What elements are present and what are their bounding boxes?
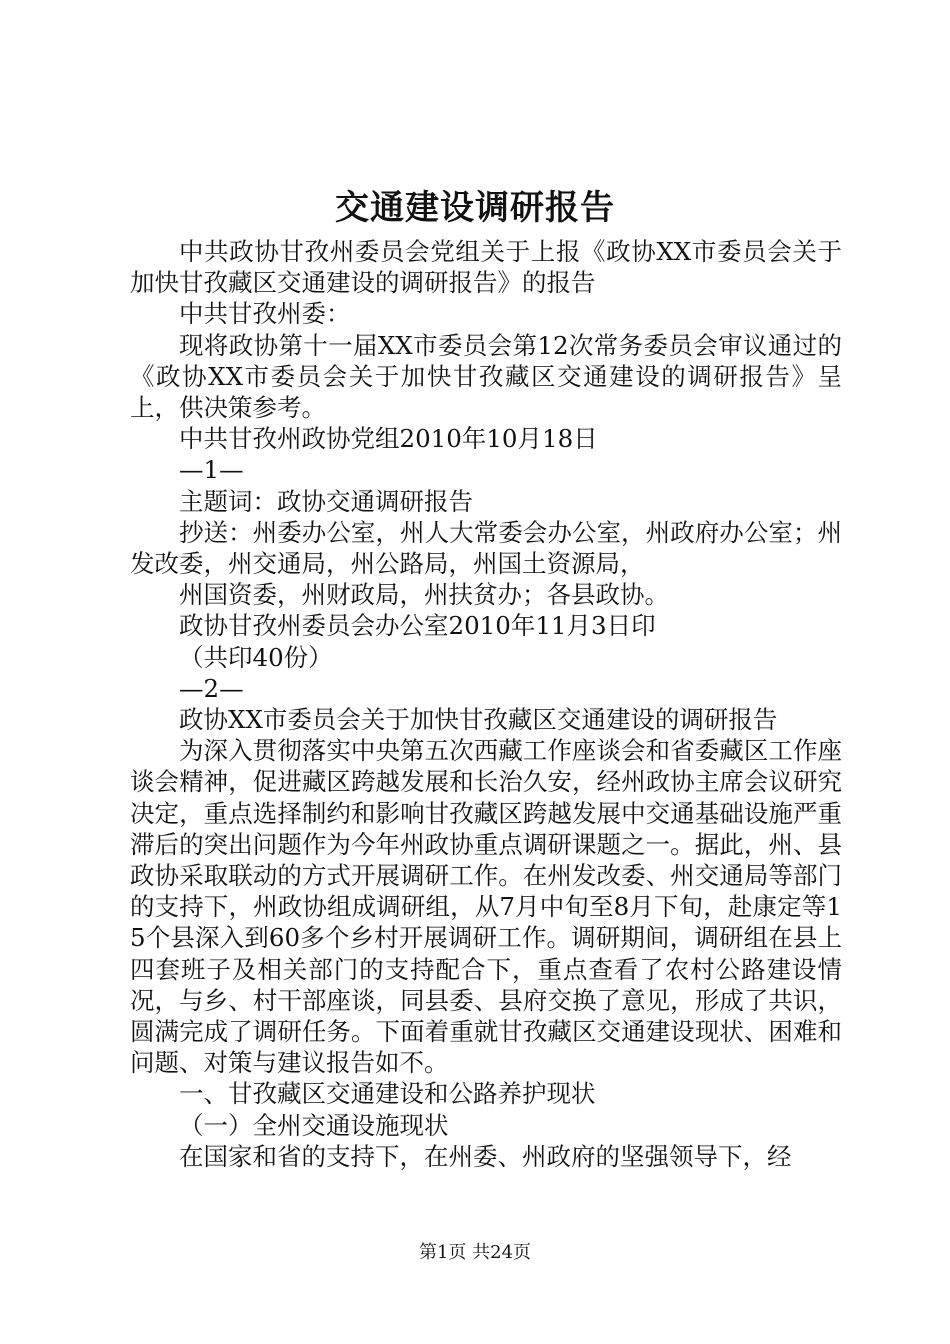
- paragraph: 中共政协甘孜州委员会党组关于上报《政协XX市委员会关于加快甘孜藏区交通建设的调研报告》的报告: [130, 237, 842, 298]
- page-marker: —2—: [179, 673, 244, 703]
- section-heading: 一、甘孜藏区交通建设和公路养护现状: [179, 1079, 596, 1109]
- page-marker: —1—: [179, 455, 244, 485]
- paragraph: （共印40份）: [179, 642, 333, 672]
- document-title: 交通建设调研报告: [335, 188, 615, 228]
- paragraph: 现将政协第十一届XX市委员会第12次常务委员会审议通过的《政协XX市委员会关于加快甘孜藏区交通建设的调研报告》呈上，供决策参考。: [130, 330, 842, 423]
- paragraph: 政协XX市委员会关于加快甘孜藏区交通建设的调研报告: [179, 705, 778, 735]
- paragraph: 中共甘孜州委：: [179, 299, 351, 329]
- paragraph: 中共甘孜州政协党组2010年10月18日: [179, 424, 598, 454]
- subsection-heading: （一）全州交通设施现状: [179, 1110, 449, 1140]
- paragraph: 主题词：政协交通调研报告: [179, 486, 473, 516]
- paragraph: 抄送：州委办公室，州人大常委会办公室，州政府办公室；州发改委，州交通局，州公路局，州国土资源局，: [130, 517, 842, 579]
- paragraph: 政协甘孜州委员会办公室2010年11月3日印: [179, 611, 656, 641]
- paragraph: 在国家和省的支持下，在州委、州政府的坚强领导下，经: [179, 1141, 792, 1171]
- page-footer: 第1页 共24页: [418, 1242, 532, 1263]
- paragraph: 为深入贯彻落实中央第五次西藏工作座谈会和省委藏区工作座谈会精神，促进藏区跨越发展和长治久安，经州政协主席会议研究决定，重点选择制约和影响甘孜藏区跨越发展中交通基础设施严重滞后的突出问题作为今年州政协重点调研课题之一。据此，州、县政协采取联动的方式开展调研工作。在州发改委、州交通局等部门的支持下，州政协组成调研组，从7月中旬至8月下旬，赴康定等15个县深入到60多个乡村开展调研工作。调研期间，调研组在县上四套班子及相关部门的支持配合下，重点查看了农村公路建设情况，与乡、村干部座谈，同县委、县府交换了意见，形成了共识，圆满完成了调研任务。下面着重就甘孜藏区交通建设现状、困难和问题、对策与建议报告如不。: [130, 736, 842, 1078]
- document-body: [130, 236, 842, 1172]
- paragraph: 州国资委，州财政局，州扶贫办；各县政协。: [179, 580, 669, 610]
